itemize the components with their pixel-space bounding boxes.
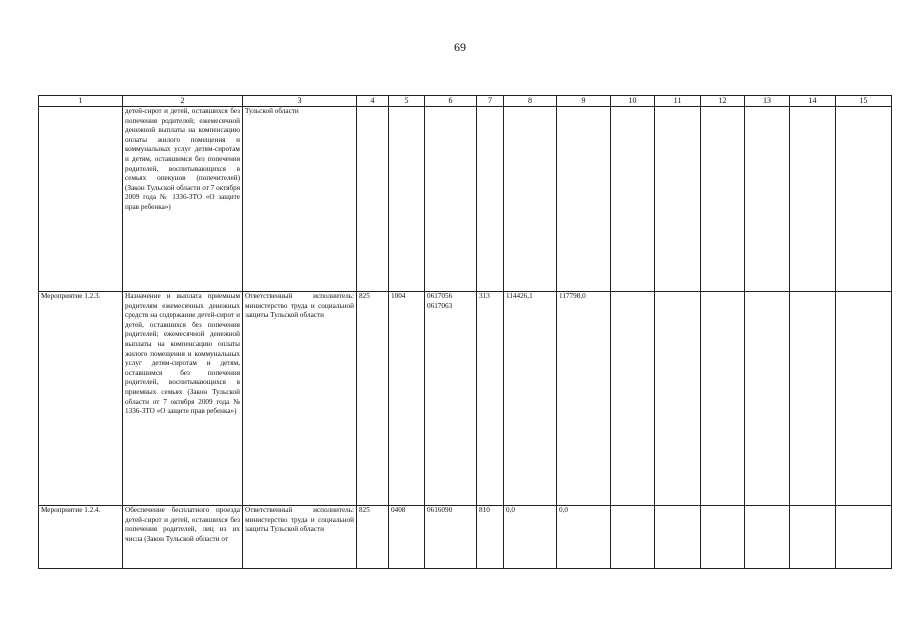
column-header: 1 (39, 96, 123, 107)
expense-type-cell: 313 (477, 292, 504, 506)
activity-id-cell (39, 107, 123, 292)
empty-cell (655, 506, 701, 569)
executor-cell: Тульской области (243, 107, 357, 292)
executor-cell: Ответственный исполнитель: министерство труда и социальной защиты Тульской области (243, 506, 357, 569)
column-header: 4 (357, 96, 389, 107)
column-header: 9 (557, 96, 611, 107)
column-header: 3 (243, 96, 357, 107)
empty-cell (790, 506, 836, 569)
column-header: 5 (389, 96, 425, 107)
empty-cell (611, 506, 655, 569)
section-cell: 1004 (389, 292, 425, 506)
table-row (39, 292, 892, 506)
program-table (38, 95, 892, 569)
activity-id-cell: Мероприятие 1.2.3. (39, 292, 123, 506)
amount-cell: 0,0 (504, 506, 557, 569)
empty-cell (701, 292, 745, 506)
empty-cell (701, 107, 745, 292)
table-row (39, 506, 892, 569)
empty-cell (790, 107, 836, 292)
column-header: 11 (655, 96, 701, 107)
column-header: 8 (504, 96, 557, 107)
empty-cell (611, 107, 655, 292)
code-cell: 825 (357, 292, 389, 506)
expense-type-cell (477, 107, 504, 292)
column-header: 10 (611, 96, 655, 107)
empty-cell (745, 107, 790, 292)
empty-cell (655, 292, 701, 506)
column-header: 12 (701, 96, 745, 107)
section-cell (389, 107, 425, 292)
table-row (39, 107, 892, 292)
target-article-line: 0616090 (427, 506, 453, 514)
column-header: 15 (836, 96, 892, 107)
amount-cell: 0,0 (557, 506, 611, 569)
empty-cell (836, 292, 892, 506)
empty-cell (790, 292, 836, 506)
expense-type-cell: 810 (477, 506, 504, 569)
amount-cell: 117798,0 (557, 292, 611, 506)
amount-cell: 114426,1 (504, 292, 557, 506)
amount-cell (557, 107, 611, 292)
empty-cell (655, 107, 701, 292)
target-article-cell (425, 107, 477, 292)
column-header: 6 (425, 96, 477, 107)
activity-description-cell: детей-сирот и детей, оставшихся без попечения родителей; ежемесячной денежной выплаты на компенсацию оплаты жилого помещения и коммунальных услуг детям-сиротам и детям, оставшимся без попечения родителей, воспитывающихся в семьях опекунов (попечителей) (Закон Тульской области от 7 октября 2009 года № 1336-ЗТО «О защите прав ребенка») (123, 107, 243, 292)
empty-cell (745, 292, 790, 506)
column-header: 13 (745, 96, 790, 107)
section-cell: 0408 (389, 506, 425, 569)
code-cell (357, 107, 389, 292)
empty-cell (836, 506, 892, 569)
activity-description-cell: Обеспечение бесплатного проезда детей-сирот и детей, оставшихся без попечения родителей, лиц из их числа (Закон Тульской области от (123, 506, 243, 569)
empty-cell (745, 506, 790, 569)
target-article-cell (425, 292, 477, 506)
column-header: 2 (123, 96, 243, 107)
column-header: 7 (477, 96, 504, 107)
column-header: 14 (790, 96, 836, 107)
activity-description-cell: Назначение и выплата приемным родителям ежемесячных денежных средств на содержание детей-сирот и детей, оставшихся без попечения родителей; ежемесячной денежной выплаты на компенсацию оплаты жилого помещения и коммунальных услуг детям-сиротам и детям, оставшимся без попечения родителей, воспитывающихся в приемных семьях (Закон Тульской области от 7 октября 2009 года № 1336-ЗТО «О защите прав ребенка») (123, 292, 243, 506)
empty-cell (836, 107, 892, 292)
page-number: 69 (454, 40, 466, 54)
column-number-row (39, 96, 892, 107)
target-article-line: 0617056 (427, 292, 453, 300)
executor-cell: Ответственный исполнитель: министерство труда и социальной защиты Тульской области (243, 292, 357, 506)
code-cell: 825 (357, 506, 389, 569)
empty-cell (611, 292, 655, 506)
amount-cell (504, 107, 557, 292)
target-article-cell (425, 506, 477, 569)
empty-cell (701, 506, 745, 569)
activity-id-cell: Мероприятие 1.2.4. (39, 506, 123, 569)
target-article-line: 0617063 (427, 301, 453, 310)
